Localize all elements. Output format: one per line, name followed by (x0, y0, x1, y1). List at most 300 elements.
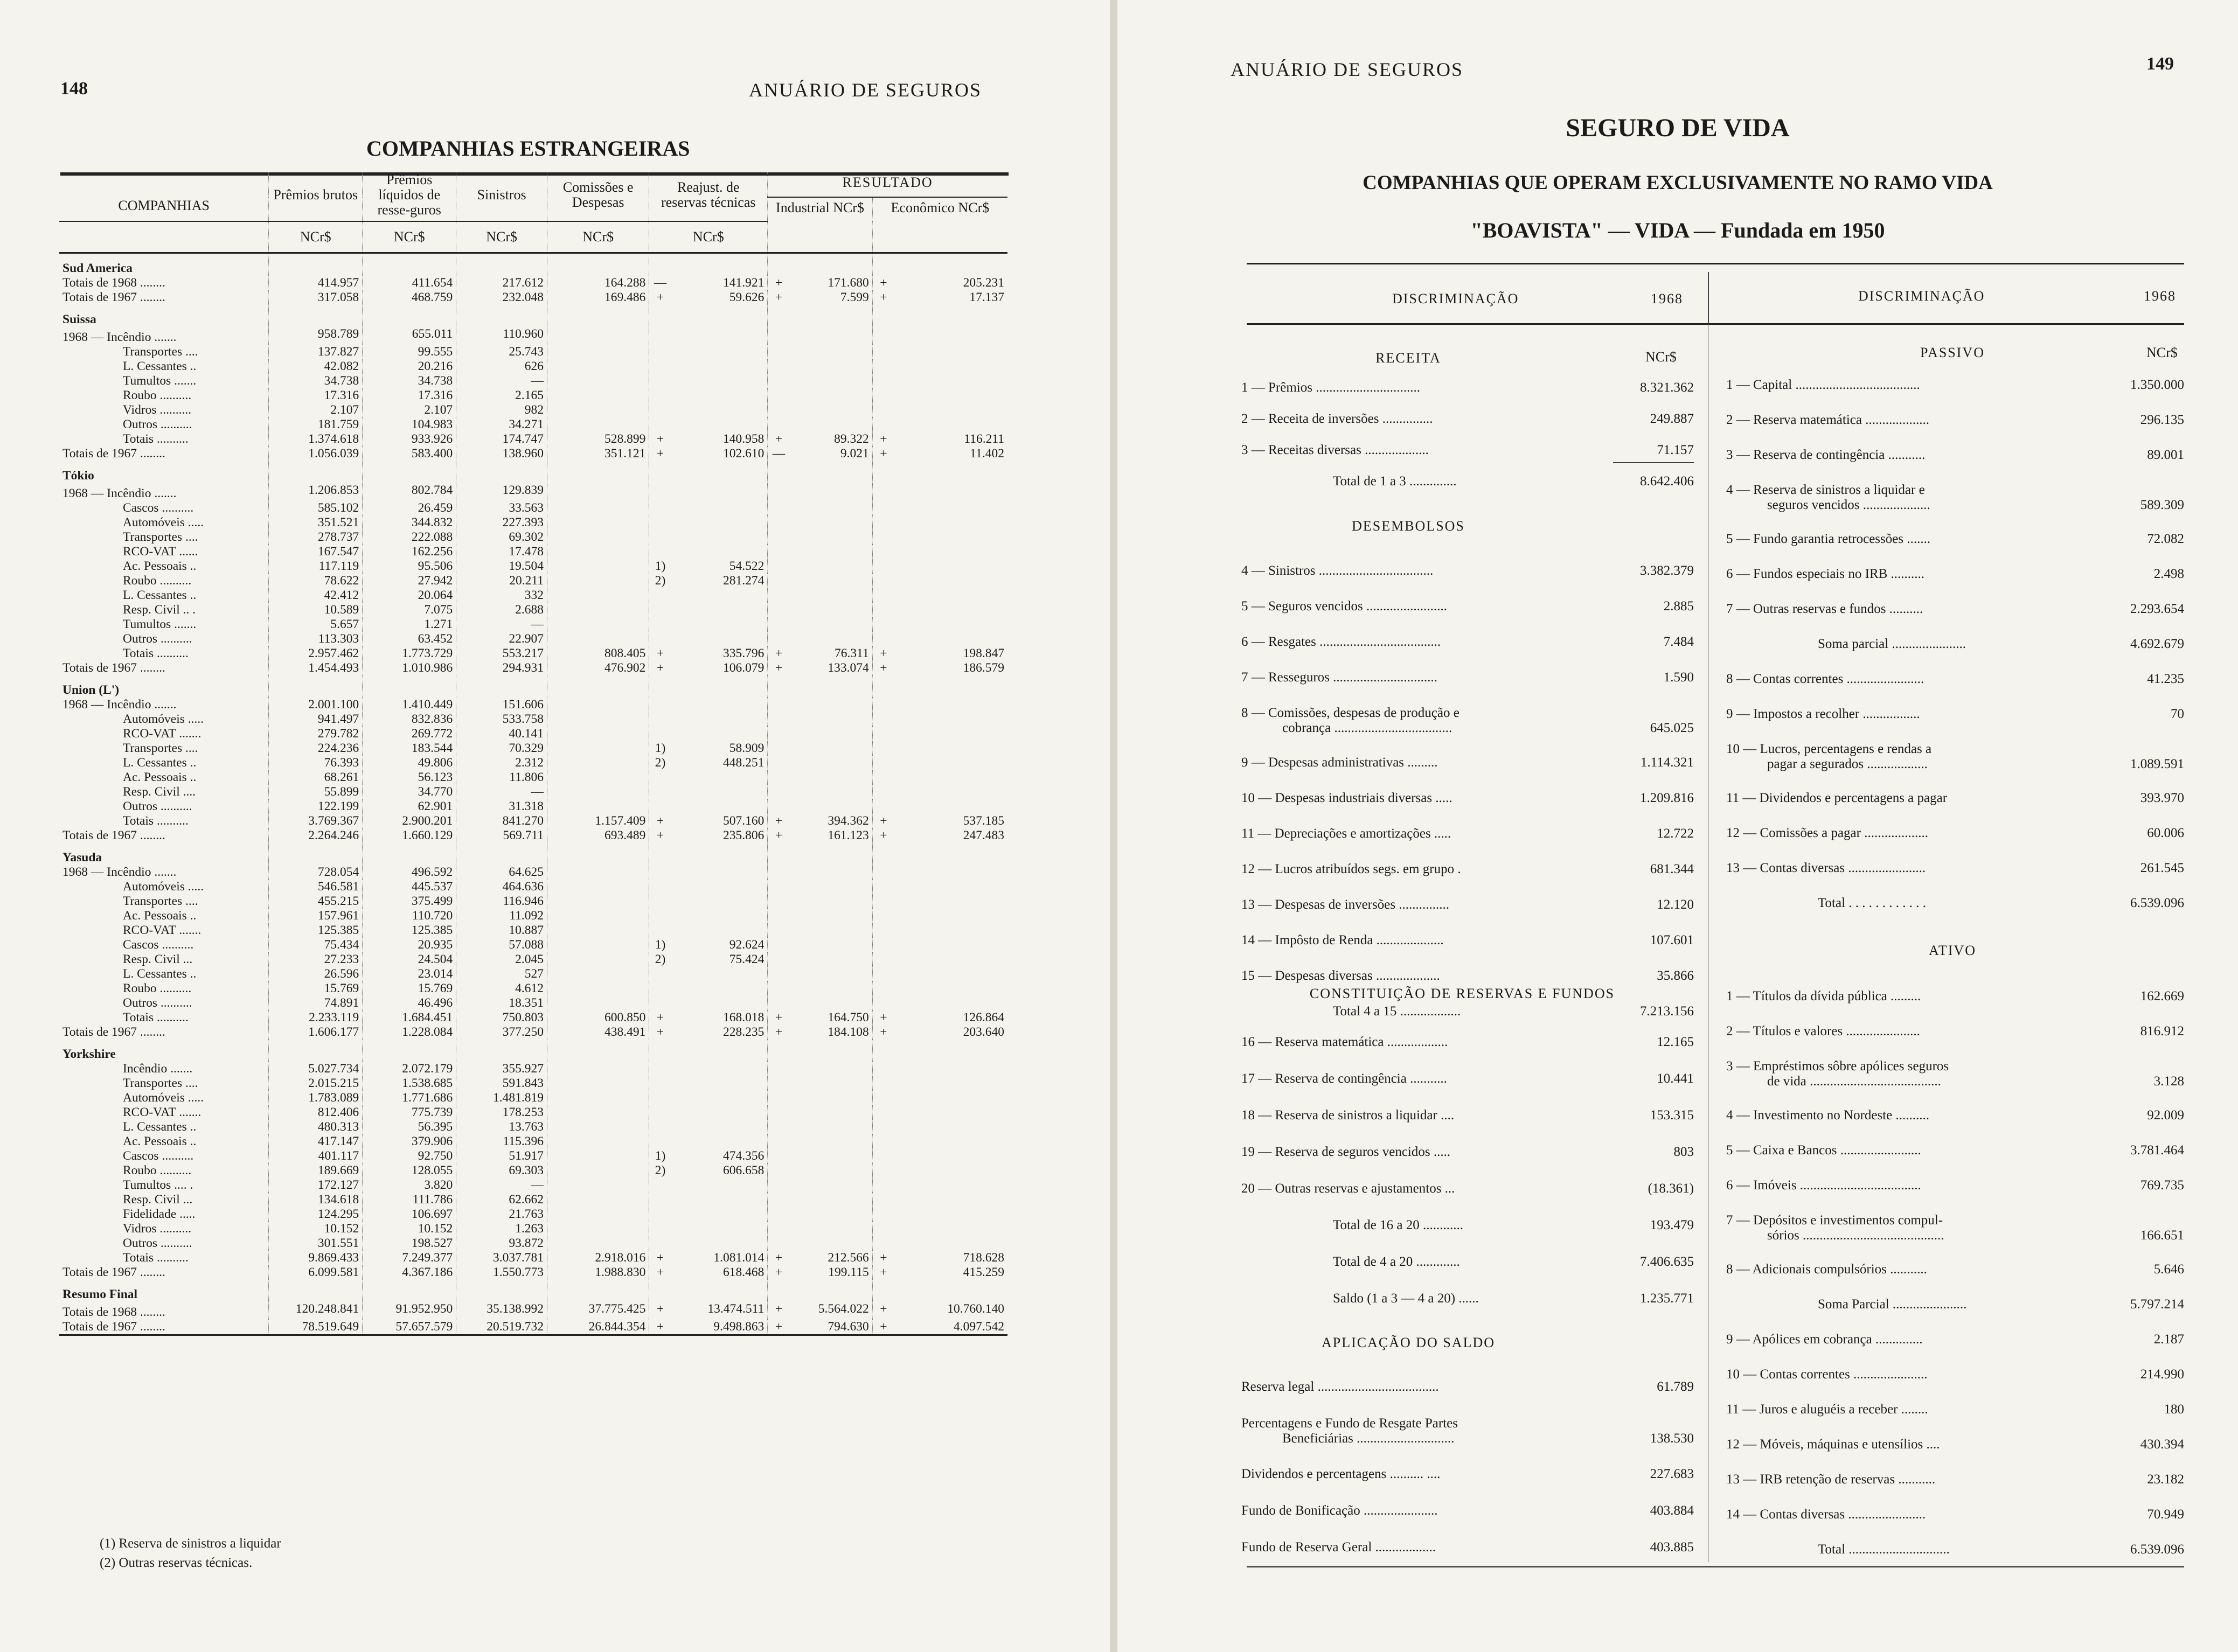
sinistros-cell: — (456, 785, 547, 799)
reajust-sign-cell: + (649, 1251, 671, 1265)
industrial-sign-cell: + (768, 1025, 790, 1040)
premios-liquidos-cell: 10.152 (363, 1222, 456, 1236)
premios-liquidos-cell: 34.738 (363, 374, 456, 388)
economico-sign-cell (872, 574, 894, 588)
comissoes-cell (547, 1105, 649, 1120)
industrial-cell (790, 981, 872, 996)
row-label: Vidros .......... (123, 403, 192, 417)
section-passivo: PASSIVO (1920, 345, 1985, 360)
row-value: 23.182 (2147, 1472, 2184, 1487)
economico-cell (894, 388, 1007, 403)
reajust-sign-cell (649, 1207, 671, 1222)
table-row (59, 530, 1007, 545)
table-row (59, 1265, 1007, 1280)
reajust-cell (671, 1076, 768, 1091)
row-label: 13 — Despesas de inversões ............... (1241, 897, 1450, 912)
reajust-sign-cell: + (649, 1320, 671, 1335)
reajust-cell: 474.356 (722, 1149, 764, 1163)
table-row (59, 828, 1007, 843)
industrial-cell: 7.599 (840, 290, 869, 304)
industrial-cell (790, 923, 872, 938)
reajust-sign-cell (649, 967, 671, 981)
reajust-cell (671, 417, 768, 432)
row-label: Dividendos e percentagens .......... .... (1241, 1467, 1441, 1481)
right-page-title: SEGURO DE VIDA (1566, 114, 1790, 142)
reajust-cell (671, 632, 768, 646)
row-value: 166.651 (2140, 1228, 2184, 1243)
economico-cell (894, 1193, 1007, 1207)
row-label: Totais de 1967 ........ (62, 828, 165, 842)
economico-sign-cell (872, 417, 894, 432)
sinistros-cell: 22.907 (456, 632, 547, 646)
sinistros-cell: 10.887 (456, 923, 547, 938)
industrial-cell (790, 588, 872, 603)
comissoes-cell (547, 799, 649, 814)
premios-liquidos-cell: 583.400 (363, 447, 456, 461)
reajust-cell (671, 1091, 768, 1105)
industrial-sign-cell: — (768, 447, 790, 461)
comissoes-cell (547, 515, 649, 530)
row-value: 107.601 (1650, 933, 1694, 947)
premios-brutos-cell: 125.385 (269, 923, 363, 938)
industrial-cell: 133.074 (828, 661, 869, 675)
row-value: 12.120 (1657, 897, 1694, 912)
row-label: Resp. Civil .. . (123, 603, 196, 617)
table-row (59, 559, 1007, 574)
premios-brutos-cell: 812.406 (269, 1105, 363, 1120)
economico-sign-cell (872, 843, 894, 865)
row-label: Totais de 1968 ........ (62, 1305, 165, 1319)
sinistros-cell: 110.960 (456, 327, 547, 345)
reajust-sign-cell (649, 530, 671, 545)
economico-sign-cell (872, 1236, 894, 1251)
premios-brutos-cell (269, 1040, 363, 1062)
premios-liquidos-cell: 445.537 (363, 880, 456, 894)
comissoes-cell (547, 741, 649, 756)
premios-brutos-cell: 728.054 (269, 865, 363, 880)
reajust-sign-cell (649, 461, 671, 483)
industrial-cell: 171.680 (828, 276, 869, 290)
col-reajust: Reajust. de reservas técnicas (649, 172, 768, 221)
row-label: RCO-VAT ....... (123, 923, 201, 937)
economico-sign-cell (872, 938, 894, 952)
comissoes-cell: 1.988.830 (547, 1265, 649, 1280)
economico-sign-cell (872, 785, 894, 799)
economico-cell (894, 588, 1007, 603)
premios-brutos-cell: 27.233 (269, 952, 363, 967)
economico-cell (894, 374, 1007, 388)
premios-liquidos-cell: 2.072.179 (363, 1062, 456, 1076)
comissoes-cell (547, 1062, 649, 1076)
industrial-sign-cell (768, 967, 790, 981)
sinistros-cell (456, 675, 547, 698)
premios-liquidos-cell: 269.772 (363, 727, 456, 741)
economico-cell (894, 923, 1007, 938)
economico-sign-cell (872, 952, 894, 967)
row-value: 393.970 (2140, 791, 2184, 805)
reajust-cell (671, 305, 768, 327)
economico-cell: 198.847 (963, 646, 1004, 660)
table-row (59, 996, 1007, 1010)
premios-brutos-cell: 2.001.100 (269, 698, 363, 712)
row-label: Ac. Pessoais .. (123, 770, 197, 784)
premios-brutos-cell (269, 1280, 363, 1302)
rule (1247, 263, 2184, 264)
reajust-cell: 141.921 (722, 276, 764, 290)
row-value: 1.209.816 (1640, 791, 1694, 805)
premios-brutos-cell (269, 305, 363, 327)
comissoes-cell (547, 1134, 649, 1149)
premios-liquidos-cell: 3.820 (363, 1178, 456, 1193)
sinistros-cell: 553.217 (456, 646, 547, 661)
industrial-sign-cell (768, 1222, 790, 1236)
industrial-cell (790, 1091, 872, 1105)
row-label: Roubo .......... (123, 574, 192, 588)
sinistros-cell: 31.318 (456, 799, 547, 814)
industrial-cell (790, 1105, 872, 1120)
row-label: 9 — Despesas administrativas ......... (1241, 755, 1438, 770)
row-value: 2.498 (2153, 567, 2184, 581)
row-label: 7 — Depósitos e investimentos compul- (1726, 1213, 1943, 1228)
industrial-sign-cell (768, 603, 790, 617)
sinistros-cell (456, 1040, 547, 1062)
row-value: 403.884 (1650, 1503, 1694, 1518)
industrial-sign-cell (768, 785, 790, 799)
row-value: 7.213.156 (1640, 1004, 1694, 1019)
row-label: Totais .......... (123, 1251, 189, 1265)
sinistros-cell: 377.250 (456, 1025, 547, 1040)
industrial-cell (790, 305, 872, 327)
economico-sign-cell: + (872, 1302, 894, 1320)
row-value: 153.315 (1650, 1108, 1694, 1123)
economico-sign-cell (872, 1134, 894, 1149)
row-value: 89.001 (2147, 448, 2184, 462)
premios-liquidos-cell: 20.935 (363, 938, 456, 952)
premios-liquidos-cell: 2.107 (363, 403, 456, 417)
reajust-sign-cell (649, 712, 671, 727)
table-row (59, 1193, 1007, 1207)
table-row (59, 1149, 1007, 1163)
industrial-cell (790, 675, 872, 698)
industrial-cell (790, 727, 872, 741)
row-label: Outros .......... (123, 632, 192, 646)
table-row (59, 727, 1007, 741)
premios-liquidos-cell: 496.592 (363, 865, 456, 880)
sinistros-cell: 2.688 (456, 603, 547, 617)
row-label: Total 4 a 15 .................. (1333, 1004, 1461, 1019)
comissoes-cell (547, 617, 649, 632)
row-label: Resp. Civil .... (123, 785, 196, 799)
sinistros-cell: 355.927 (456, 1062, 547, 1076)
row-label: Soma parcial ...................... (1818, 637, 1966, 651)
table-row (59, 403, 1007, 417)
row-value: 60.006 (2147, 826, 2184, 840)
reajust-sign-cell (649, 501, 671, 515)
premios-liquidos-cell: 183.544 (363, 741, 456, 756)
table-row (59, 1134, 1007, 1149)
row-value: 3.382.379 (1640, 563, 1694, 578)
comissoes-cell (547, 865, 649, 880)
premios-liquidos-cell (363, 461, 456, 483)
industrial-cell (790, 515, 872, 530)
economico-cell (894, 1236, 1007, 1251)
economico-sign-cell: + (872, 661, 894, 675)
row-label: 4 — Sinistros .................................. (1241, 563, 1434, 578)
sinistros-cell (456, 461, 547, 483)
economico-cell (894, 880, 1007, 894)
sinistros-cell: — (456, 374, 547, 388)
industrial-sign-cell (768, 712, 790, 727)
col-resultado: RESULTADO (768, 172, 1007, 197)
table-row (59, 632, 1007, 646)
premios-brutos-cell: 401.117 (269, 1149, 363, 1163)
premios-liquidos-cell: 7.249.377 (363, 1251, 456, 1265)
table-row (59, 756, 1007, 770)
row-label: 13 — Contas diversas ....................... (1726, 861, 1926, 875)
reajust-cell: 618.468 (722, 1265, 764, 1279)
economico-cell (894, 909, 1007, 923)
comissoes-cell (547, 253, 649, 276)
economico-cell (894, 305, 1007, 327)
row-value: 12.165 (1657, 1035, 1694, 1049)
companhias-estrangeiras-table (59, 172, 1007, 1336)
row-label: 14 — Impôsto de Renda .................... (1241, 933, 1444, 947)
reajust-sign-cell (649, 388, 671, 403)
comissoes-cell (547, 483, 649, 501)
company-group-row (59, 1280, 1007, 1302)
row-label: Fundo de Reserva Geral .................. (1241, 1540, 1436, 1555)
economico-sign-cell (872, 305, 894, 327)
economico-sign-cell (872, 501, 894, 515)
reajust-sign-cell: 2) (649, 574, 671, 588)
economico-cell (894, 483, 1007, 501)
sinistros-cell: 116.946 (456, 894, 547, 909)
premios-liquidos-cell: 832.836 (363, 712, 456, 727)
premios-liquidos-cell (363, 1280, 456, 1302)
table-row (59, 967, 1007, 981)
row-value: 180 (2164, 1402, 2184, 1417)
sinistros-cell: 569.711 (456, 828, 547, 843)
table-row (59, 1236, 1007, 1251)
premios-brutos-cell: 279.782 (269, 727, 363, 741)
economico-cell (894, 770, 1007, 785)
industrial-sign-cell: + (768, 276, 790, 290)
premios-liquidos-cell (363, 1040, 456, 1062)
economico-cell: 116.211 (964, 432, 1004, 446)
reajust-sign-cell (649, 1236, 671, 1251)
premios-liquidos-cell: 57.657.579 (363, 1320, 456, 1335)
economico-cell (894, 559, 1007, 574)
row-label: L. Cessantes .. (123, 1120, 197, 1134)
economico-cell (894, 501, 1007, 515)
industrial-sign-cell (768, 1062, 790, 1076)
premios-liquidos-cell: 92.750 (363, 1149, 456, 1163)
sinistros-cell: 69.303 (456, 1163, 547, 1178)
row-value: 296.135 (2140, 413, 2184, 427)
industrial-cell (790, 1280, 872, 1302)
industrial-sign-cell (768, 253, 790, 276)
comissoes-cell: 600.850 (547, 1010, 649, 1025)
table-row (59, 1207, 1007, 1222)
industrial-sign-cell (768, 1040, 790, 1062)
premios-liquidos-cell: 91.952.950 (363, 1302, 456, 1320)
economico-cell (894, 1163, 1007, 1178)
economico-sign-cell (872, 894, 894, 909)
row-label: 5 — Caixa e Bancos ........................ (1726, 1143, 1921, 1158)
industrial-sign-cell (768, 327, 790, 345)
premios-liquidos-cell: 379.906 (363, 1134, 456, 1149)
row-value: 261.545 (2140, 861, 2184, 875)
table-row (59, 545, 1007, 559)
table-row (59, 880, 1007, 894)
industrial-sign-cell (768, 952, 790, 967)
reajust-sign-cell: + (649, 447, 671, 461)
reajust-cell (671, 588, 768, 603)
reajust-sign-cell: 1) (649, 559, 671, 574)
row-label: Totais de 1967 ........ (62, 1025, 165, 1039)
col-header-year-right: 1968 (2144, 288, 2176, 304)
section-ativo: ATIVO (1929, 943, 1976, 958)
industrial-cell (790, 1222, 872, 1236)
comissoes-cell (547, 632, 649, 646)
reajust-sign-cell (649, 1178, 671, 1193)
comissoes-cell (547, 996, 649, 1010)
reajust-sign-cell (649, 1062, 671, 1076)
reajust-cell: 58.909 (729, 741, 764, 755)
premios-liquidos-cell: 1.271 (363, 617, 456, 632)
reajust-sign-cell (649, 865, 671, 880)
industrial-sign-cell (768, 374, 790, 388)
row-label: 10 — Contas correntes ...................... (1726, 1367, 1928, 1382)
industrial-cell (790, 559, 872, 574)
industrial-sign-cell (768, 588, 790, 603)
industrial-sign-cell (768, 938, 790, 952)
sinistros-cell: 69.302 (456, 530, 547, 545)
comissoes-cell: 808.405 (547, 646, 649, 661)
table-row (59, 814, 1007, 828)
sinistros-cell: 527 (456, 967, 547, 981)
industrial-cell (790, 403, 872, 417)
economico-sign-cell (872, 603, 894, 617)
comissoes-cell (547, 1280, 649, 1302)
row-label: Suissa (62, 312, 96, 326)
row-label: Totais de 1967 ........ (62, 1265, 165, 1279)
table-row (59, 1091, 1007, 1105)
economico-cell: 205.231 (963, 276, 1004, 290)
industrial-sign-cell (768, 727, 790, 741)
premios-liquidos-cell: 95.506 (363, 559, 456, 574)
row-label: 6 — Resgates .................................... (1241, 635, 1441, 649)
row-label: Saldo (1 a 3 — 4 a 20) ...... (1333, 1291, 1479, 1306)
row-value: 35.866 (1657, 968, 1694, 983)
row-label: Yasuda (62, 851, 102, 865)
comissoes-cell (547, 345, 649, 359)
economico-sign-cell: + (872, 828, 894, 843)
economico-sign-cell (872, 698, 894, 712)
comissoes-cell (547, 1207, 649, 1222)
comissoes-cell (547, 1091, 649, 1105)
premios-liquidos-cell: 23.014 (363, 967, 456, 981)
premios-brutos-cell: 76.393 (269, 756, 363, 770)
reajust-cell: 606.658 (722, 1163, 764, 1177)
row-label: Outros .......... (123, 996, 192, 1010)
premios-liquidos-cell: 198.527 (363, 1236, 456, 1251)
economico-cell: 186.579 (963, 661, 1004, 675)
industrial-sign-cell (768, 1193, 790, 1207)
premios-brutos-cell: 941.497 (269, 712, 363, 727)
col-premios-liquidos: Prêmios líquidos de resse-guros (363, 172, 456, 221)
sinistros-cell: 1.481.819 (456, 1091, 547, 1105)
industrial-sign-cell (768, 880, 790, 894)
row-value: 645.025 (1650, 721, 1694, 735)
industrial-sign-cell (768, 345, 790, 359)
economico-sign-cell (872, 1280, 894, 1302)
col-header-year-left: 1968 (1651, 291, 1683, 306)
premios-brutos-cell: 2.957.462 (269, 646, 363, 661)
row-label: L. Cessantes .. (123, 756, 197, 770)
reajust-sign-cell (649, 727, 671, 741)
industrial-cell (790, 501, 872, 515)
table-row (59, 770, 1007, 785)
reajust-cell: 13.474.511 (707, 1302, 764, 1316)
comissoes-cell: 169.486 (547, 290, 649, 305)
sinistros-cell: 982 (456, 403, 547, 417)
sinistros-cell: 138.960 (456, 447, 547, 461)
premios-brutos-cell: 3.769.367 (269, 814, 363, 828)
row-value: 4.692.679 (2130, 637, 2184, 651)
sinistros-cell: 129.839 (456, 483, 547, 501)
table-row (59, 1178, 1007, 1193)
reajust-sign-cell: + (649, 828, 671, 843)
row-value: 1.089.591 (2130, 757, 2184, 771)
sinistros-cell: 51.917 (456, 1149, 547, 1163)
economico-sign-cell (872, 1062, 894, 1076)
industrial-cell (790, 1149, 872, 1163)
premios-liquidos-cell (363, 843, 456, 865)
economico-cell: 718.628 (963, 1251, 1004, 1265)
sinistros-cell: 217.612 (456, 276, 547, 290)
reajust-cell (671, 799, 768, 814)
sinistros-cell: 332 (456, 588, 547, 603)
unit-label: NCr$ (363, 221, 456, 253)
sinistros-cell (456, 305, 547, 327)
economico-sign-cell (872, 770, 894, 785)
industrial-cell: 212.566 (828, 1251, 869, 1265)
industrial-cell: 394.362 (828, 814, 869, 828)
comissoes-cell (547, 981, 649, 996)
row-label: 4 — Investimento no Nordeste .......... (1726, 1108, 1930, 1123)
row-label-continued: Beneficiárias ............................. (1282, 1431, 1455, 1446)
industrial-cell (790, 530, 872, 545)
reajust-cell (671, 483, 768, 501)
table-row (59, 698, 1007, 712)
economico-cell (894, 1134, 1007, 1149)
economico-sign-cell (872, 1163, 894, 1178)
industrial-sign-cell (768, 515, 790, 530)
row-label: 3 — Reserva de contingência ........... (1726, 448, 1926, 462)
table-row (59, 327, 1007, 345)
economico-cell: 126.864 (963, 1010, 1004, 1024)
reajust-sign-cell: — (649, 276, 671, 290)
industrial-sign-cell (768, 1091, 790, 1105)
row-label-continued: pagar a segurados .................. (1767, 757, 1928, 771)
reajust-sign-cell (649, 996, 671, 1010)
economico-sign-cell (872, 461, 894, 483)
economico-sign-cell (872, 923, 894, 938)
sinistros-cell (456, 253, 547, 276)
reajust-cell (671, 388, 768, 403)
reajust-sign-cell: + (649, 661, 671, 675)
